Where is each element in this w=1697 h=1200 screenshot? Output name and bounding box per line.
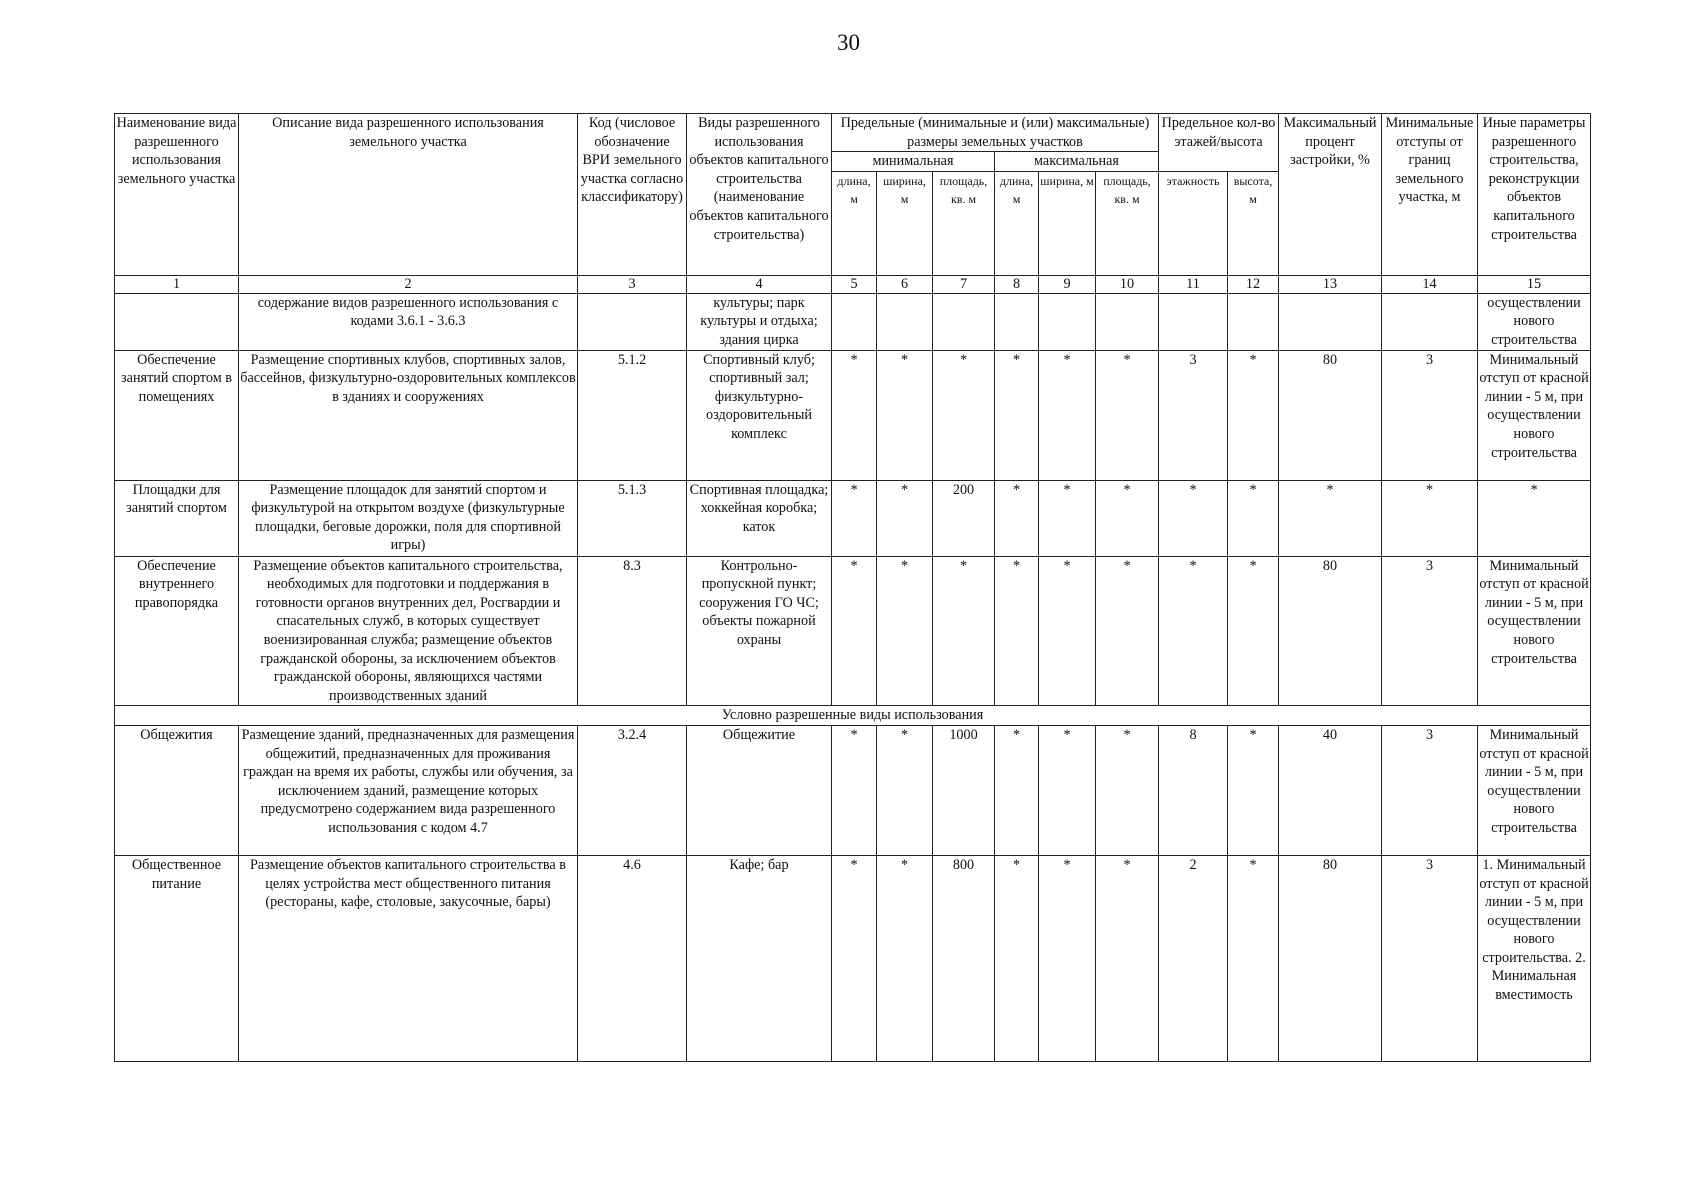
- cell-value: *: [1039, 556, 1096, 706]
- cell-description: Размещение объектов капитального строительства, необходимых для подготовки и поддержания в готовности органов внутренних дел, Росгвардии и спасательных служб, в которых существует военизированная служба; размещение объектов гражданской обороны, за исключением объектов гражданской обороны, являющихся частями производственных зданий: [239, 556, 578, 706]
- table-row: [115, 480, 1591, 556]
- header-floors-group: Предельное кол-во этажей/высота: [1159, 114, 1279, 172]
- cell-value: 200: [933, 480, 995, 556]
- header-max: максимальная: [995, 152, 1159, 172]
- cell-value: *: [1159, 480, 1228, 556]
- cell-name: Общественное питание: [115, 855, 239, 1061]
- cell-value: *: [995, 556, 1039, 706]
- cell-value: 3: [1159, 350, 1228, 480]
- cell-value: [1039, 293, 1096, 350]
- cell-value: [933, 293, 995, 350]
- cell-value: *: [995, 725, 1039, 855]
- cell-value: [832, 293, 877, 350]
- column-number: 11: [1159, 275, 1228, 293]
- cell-value: [1096, 293, 1159, 350]
- cell-description: Размещение объектов капитального строительства в целях устройства мест общественного питания (рестораны, кафе, столовые, закусочные, бары): [239, 855, 578, 1061]
- column-number: 6: [877, 275, 933, 293]
- column-number: 3: [578, 275, 687, 293]
- cell-value: *: [832, 725, 877, 855]
- cell-code: 5.1.2: [578, 350, 687, 480]
- cell-value: *: [995, 855, 1039, 1061]
- cell-code: 5.1.3: [578, 480, 687, 556]
- header-floors: этажность: [1159, 171, 1228, 275]
- cell-name: Обеспечение внутреннего правопорядка: [115, 556, 239, 706]
- cell-other: осуществлении нового строительства: [1478, 293, 1591, 350]
- cell-value: [1228, 293, 1279, 350]
- cell-value: 80: [1279, 350, 1382, 480]
- cell-objects: Общежитие: [687, 725, 832, 855]
- table-row: [115, 855, 1591, 1061]
- header-name: Наименование вида разрешенного использования земельного участка: [115, 114, 239, 276]
- cell-value: *: [995, 350, 1039, 480]
- page-number: 30: [837, 30, 860, 55]
- cell-description: Размещение площадок для занятий спортом и физкультурой на открытом воздухе (физкультурные площадки, беговые дорожки, поля для спортивной игры): [239, 480, 578, 556]
- cell-name: [115, 293, 239, 350]
- column-numbers-row: [115, 275, 1591, 293]
- cell-value: *: [1279, 480, 1382, 556]
- cell-value: 80: [1279, 556, 1382, 706]
- cell-name: Площадки для занятий спортом: [115, 480, 239, 556]
- cell-value: *: [1039, 855, 1096, 1061]
- cell-code: 3.2.4: [578, 725, 687, 855]
- cell-value: *: [1039, 725, 1096, 855]
- column-number: 15: [1478, 275, 1591, 293]
- column-number: 12: [1228, 275, 1279, 293]
- cell-value: *: [933, 556, 995, 706]
- cell-value: 8: [1159, 725, 1228, 855]
- header-min-area: площадь, кв. м: [933, 171, 995, 275]
- cell-objects: культуры; парк культуры и отдыха; здания цирка: [687, 293, 832, 350]
- header-min-length: длина, м: [832, 171, 877, 275]
- cell-value: [995, 293, 1039, 350]
- header-height: высота, м: [1228, 171, 1279, 275]
- cell-other: 1. Минимальный отступ от красной линии - 5 м, при осуществлении нового строительства. 2. Минимальная вместимость: [1478, 855, 1591, 1061]
- header-code: Код (числовое обозначение ВРИ земельного участка согласно классификатору): [578, 114, 687, 276]
- cell-value: 800: [933, 855, 995, 1061]
- land-use-table: [114, 113, 1591, 1062]
- column-number: 2: [239, 275, 578, 293]
- cell-value: *: [995, 480, 1039, 556]
- cell-value: *: [1096, 556, 1159, 706]
- cell-value: 3: [1382, 725, 1478, 855]
- cell-value: *: [1096, 350, 1159, 480]
- cell-value: *: [832, 556, 877, 706]
- cell-description: Размещение спортивных клубов, спортивных залов, бассейнов, физкультурно-оздоровительных комплексов в зданиях и сооружениях: [239, 350, 578, 480]
- table-row: [115, 350, 1591, 480]
- column-number: 4: [687, 275, 832, 293]
- cell-value: *: [832, 480, 877, 556]
- cell-value: *: [1228, 725, 1279, 855]
- header-build-percent: Максимальный процент застройки, %: [1279, 114, 1382, 276]
- table-row: [115, 725, 1591, 855]
- cell-other: Минимальный отступ от красной линии - 5 м, при осуществлении нового строительства: [1478, 725, 1591, 855]
- cell-value: *: [933, 350, 995, 480]
- cell-value: *: [1096, 855, 1159, 1061]
- column-number: 14: [1382, 275, 1478, 293]
- column-number: 10: [1096, 275, 1159, 293]
- cell-value: *: [877, 480, 933, 556]
- header-setbacks: Минимальные отступы от границ земельного участка, м: [1382, 114, 1478, 276]
- cell-name: Обеспечение занятий спортом в помещениях: [115, 350, 239, 480]
- cell-other: Минимальный отступ от красной линии - 5 м, при осуществлении нового строительства: [1478, 556, 1591, 706]
- cell-value: [1382, 293, 1478, 350]
- cell-value: [877, 293, 933, 350]
- cell-other: *: [1478, 480, 1591, 556]
- cell-value: 2: [1159, 855, 1228, 1061]
- cell-objects: Контрольно-пропускной пункт; сооружения ГО ЧС; объекты пожарной охраны: [687, 556, 832, 706]
- table-row: [115, 293, 1591, 350]
- cell-value: [1159, 293, 1228, 350]
- cell-value: *: [877, 350, 933, 480]
- section-title: Условно разрешенные виды использования: [115, 706, 1591, 726]
- table-row: [115, 556, 1591, 706]
- cell-value: *: [832, 350, 877, 480]
- header-description: Описание вида разрешенного использования земельного участка: [239, 114, 578, 276]
- section-row: [115, 706, 1591, 726]
- cell-value: *: [832, 855, 877, 1061]
- header-max-area: площадь, кв. м: [1096, 171, 1159, 275]
- cell-value: 40: [1279, 725, 1382, 855]
- column-number: 9: [1039, 275, 1096, 293]
- header-other: Иные параметры разрешенного строительства, реконструкции объектов капитального строительства: [1478, 114, 1591, 276]
- column-number: 1: [115, 275, 239, 293]
- cell-code: 8.3: [578, 556, 687, 706]
- column-number: 13: [1279, 275, 1382, 293]
- cell-code: [578, 293, 687, 350]
- header-min-width: ширина, м: [877, 171, 933, 275]
- header-max-length: длина, м: [995, 171, 1039, 275]
- cell-value: *: [877, 855, 933, 1061]
- cell-description: Размещение зданий, предназначенных для размещения общежитий, предназначенных для проживания граждан на время их работы, службы или обучения, за исключением зданий, размещение которых предусмотрено содержанием вида разрешенного использования с кодом 4.7: [239, 725, 578, 855]
- cell-name: Общежития: [115, 725, 239, 855]
- header-min: минимальная: [832, 152, 995, 172]
- cell-value: *: [1228, 855, 1279, 1061]
- cell-code: 4.6: [578, 855, 687, 1061]
- column-number: 8: [995, 275, 1039, 293]
- cell-objects: Кафе; бар: [687, 855, 832, 1061]
- cell-value: 80: [1279, 855, 1382, 1061]
- cell-objects: Спортивная площадка; хоккейная коробка; каток: [687, 480, 832, 556]
- cell-value: *: [1159, 556, 1228, 706]
- cell-value: *: [1039, 350, 1096, 480]
- cell-value: 1000: [933, 725, 995, 855]
- column-number: 5: [832, 275, 877, 293]
- cell-value: 3: [1382, 350, 1478, 480]
- cell-objects: Спортивный клуб; спортивный зал; физкультурно-оздоровительный комплекс: [687, 350, 832, 480]
- cell-value: *: [1039, 480, 1096, 556]
- cell-other: Минимальный отступ от красной линии - 5 м, при осуществлении нового строительства: [1478, 350, 1591, 480]
- cell-value: *: [1382, 480, 1478, 556]
- cell-value: *: [877, 556, 933, 706]
- cell-description: содержание видов разрешенного использования с кодами 3.6.1 - 3.6.3: [239, 293, 578, 350]
- cell-value: *: [1228, 480, 1279, 556]
- column-number: 7: [933, 275, 995, 293]
- cell-value: 3: [1382, 855, 1478, 1061]
- cell-value: 3: [1382, 556, 1478, 706]
- cell-value: *: [1228, 350, 1279, 480]
- header-objects: Виды разрешенного использования объектов капитального строительства (наименование объектов капитального строительства): [687, 114, 832, 276]
- cell-value: *: [1096, 480, 1159, 556]
- cell-value: *: [1228, 556, 1279, 706]
- cell-value: *: [877, 725, 933, 855]
- cell-value: [1279, 293, 1382, 350]
- cell-value: *: [1096, 725, 1159, 855]
- header-sizes: Предельные (минимальные и (или) максимальные) размеры земельных участков: [832, 114, 1159, 152]
- header-max-width: ширина, м: [1039, 171, 1096, 275]
